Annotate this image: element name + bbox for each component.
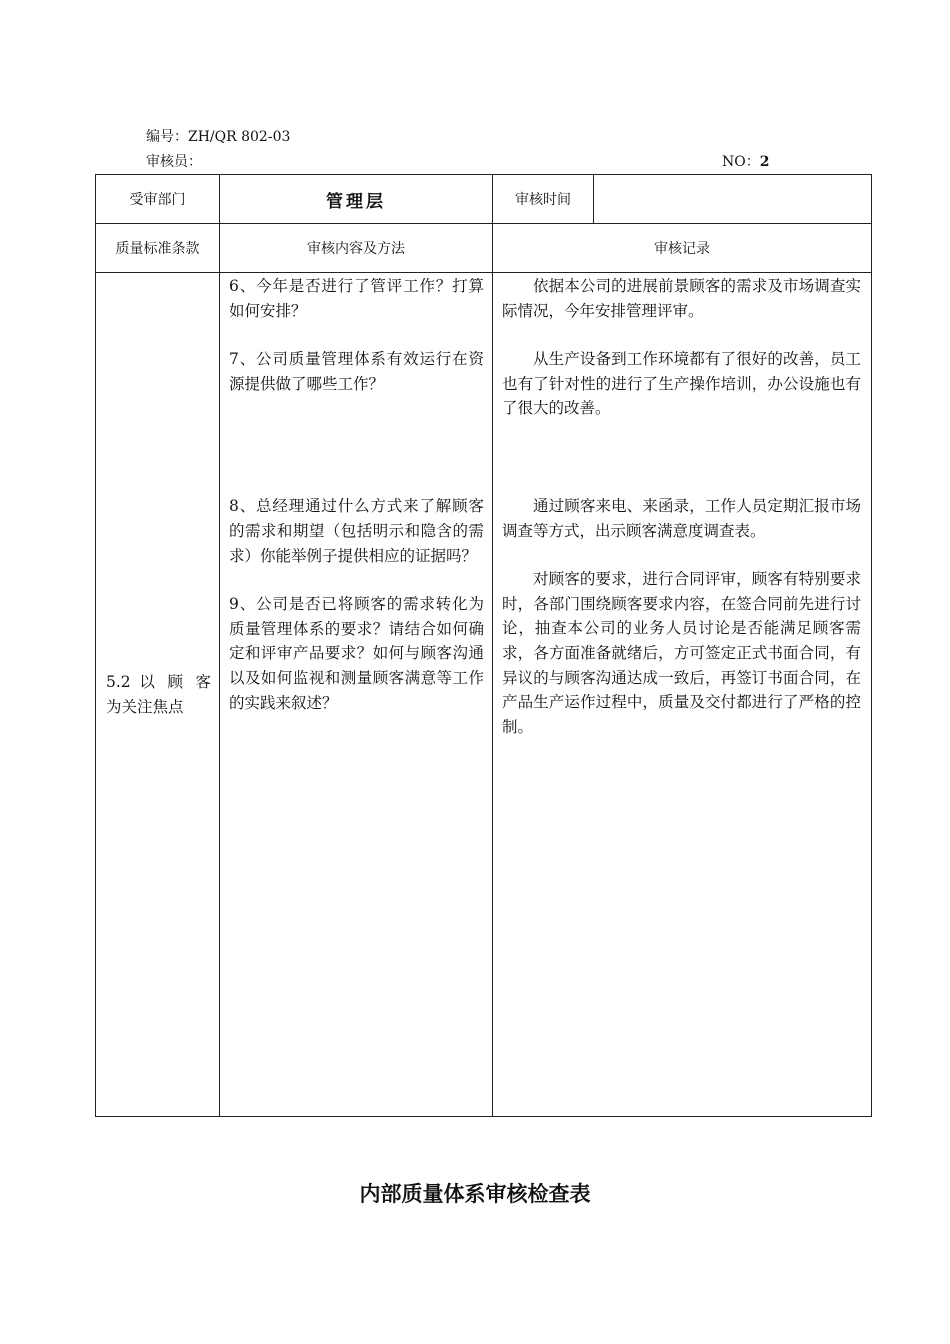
document-number [722,153,769,171]
audit-time-label: 审核时间 [493,175,594,224]
document-title: 内部质量体系审核检查表 [359,1182,591,1206]
department-row [96,175,872,224]
clause-column-header: 质量标准条款 [96,224,220,273]
audit-time-value [594,175,872,224]
record-2: 从生产设备到工作环境都有了很好的改善，员工也有了针对性的进行了生产操作培训，办公设施也有了很大的改善。 [502,350,861,418]
standard-clause-cell [96,273,220,1117]
clause-line-1: 5.2 以 顾 客 [106,672,211,691]
department-label: 受审部门 [96,175,220,224]
number-value: 2 [759,154,770,170]
audit-records-cell [493,273,872,1117]
record-4: 对顾客的要求，进行合同评审，顾客有特别要求时，各部门围绕顾客要求内容，在签合同前先进行讨论，抽查本公司的业务人员讨论是否能满足顾客需求，各方面准备就绪后，方可签定正式书面合同，有异议的与顾客沟通达成一致后，再签订书面合同，在产品生产运作过程中，质量及交付都进行了严格的控制。 [502,570,861,736]
record-1: 依据本公司的进展前景顾客的需求及市场调查实际情况，今年安排管理评审。 [502,277,861,320]
department-value: 管理层 [220,175,493,224]
column-header-row [96,224,872,273]
clause-line-2: 为关注焦点 [106,697,184,716]
audit-content-row [96,273,872,1117]
record-3: 通过顾客来电、来函录，工作人员定期汇报市场调查等方式，出示顾客满意度调查表。 [502,496,861,540]
question-9: 9、公司是否已将顾客的需求转化为质量管理体系的要求？请结合如何确定和评审产品要求？如何与顾客沟通以及如何监视和测量顾客满意等工作的实践来叙述？ [229,595,484,712]
audit-record-column-header: 审核记录 [493,224,872,273]
question-7: 7、公司质量管理体系有效运行在资源提供做了哪些工作？ [229,350,484,393]
question-6: 6、今年是否进行了管评工作？打算如何安排？ [229,277,484,320]
question-8: 8、总经理通过什么方式来了解顾客的需求和期望（包括明示和隐含的需求）你能举例子提供相应的证据吗？ [229,497,484,565]
number-label: NO： [722,154,760,170]
audit-checklist-table [95,174,872,1117]
document-code: 编号：ZH/QR 802-03 [146,129,291,145]
auditor-label: 审核员： [146,154,202,170]
content-method-column-header: 审核内容及方法 [220,224,493,273]
audit-questions-cell [220,273,493,1117]
